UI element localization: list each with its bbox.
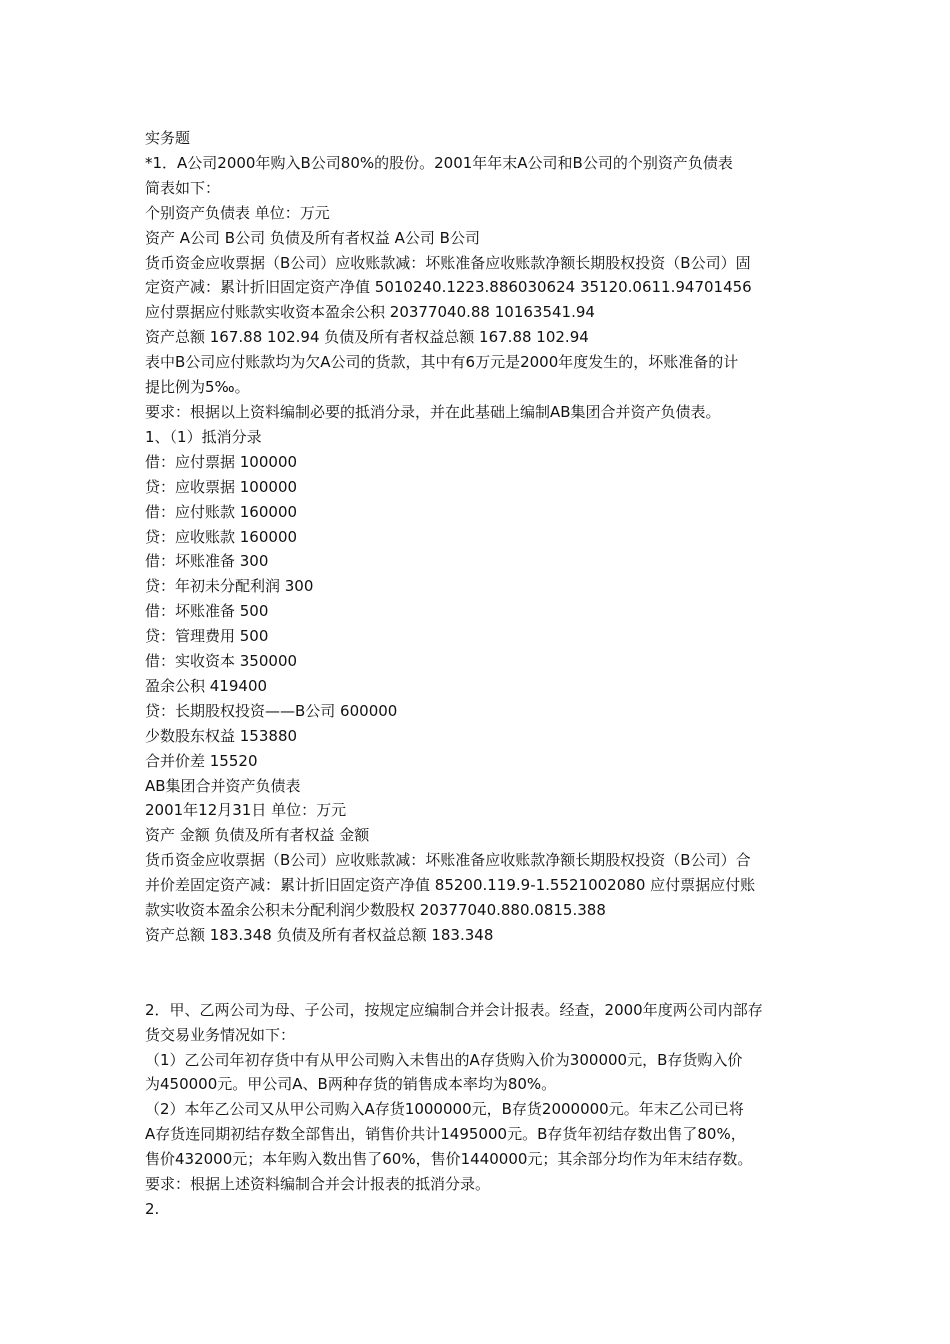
consolidated-table-title: AB集团合并资产负债表 bbox=[145, 776, 301, 795]
table-row-text: 应付票据应付账款实收资本盈余公积 20377040.88 10163541.94 bbox=[145, 303, 595, 322]
table-title: 个别资产负债表 单位：万元 bbox=[145, 203, 330, 222]
question-2-line: 2．甲、乙两公司为母、子公司，按规定应编制合并会计报表。经查，2000年度两公司内部存 bbox=[145, 1000, 763, 1019]
consolidated-row-text: 款实收资本盈余公积未分配利润少数股权 20377040.880.0815.388 bbox=[145, 901, 606, 920]
question-2-line: （1）乙公司年初存货中有从甲公司购入未售出的A存货购入价为300000元，B存货购入价 bbox=[145, 1050, 743, 1069]
table-header: 资产 A公司 B公司 负债及所有者权益 A公司 B公司 bbox=[145, 228, 480, 247]
question-2-line: 售价432000元；本年购入数出售了60%，售价1440000元；其余部分均作为年末结存数。 bbox=[145, 1150, 753, 1169]
journal-entry-line: 借：实收资本 350000 bbox=[145, 652, 298, 671]
question-1-line: *1．A公司2000年购入B公司80%的股份。2001年年末A公司和B公司的个别资产负债表 bbox=[145, 153, 733, 172]
journal-entry-line: 贷：年初未分配利润 300 bbox=[145, 577, 314, 596]
consolidated-row-text: 并价差固定资产减：累计折旧固定资产净值 85200.119.9-1.5521002080 应付票据应付账 bbox=[145, 876, 756, 895]
question-2-line: A存货连同期初结存数全部售出，销售价共计1495000元。B存货年初结存数出售了80%， bbox=[145, 1125, 746, 1144]
journal-entry-line: 贷：长期股权投资——B公司 600000 bbox=[145, 701, 398, 720]
journal-entry-line: 贷：管理费用 500 bbox=[145, 627, 269, 646]
table-row-text: 货币资金应收票据（B公司）应收账款减：坏账准备应收账款净额长期股权投资（B公司）固 bbox=[145, 253, 751, 272]
journal-entry-line: 借：坏账准备 500 bbox=[145, 602, 269, 621]
consolidated-row-text: 货币资金应收票据（B公司）应收账款减：坏账准备应收账款净额长期股权投资（B公司）合 bbox=[145, 851, 751, 870]
table-row-text: 定资产减：累计折旧固定资产净值 5010240.1223.886030624 35120.0611.94701456 bbox=[145, 278, 752, 297]
question-1-line: 简表如下： bbox=[145, 178, 221, 197]
question-2-line: （2）本年乙公司又从甲公司购入A存货1000000元，B存货2000000元。年末乙公司已将 bbox=[145, 1100, 744, 1119]
consolidated-table-date: 2001年12月31日 单位：万元 bbox=[145, 801, 347, 820]
question-1-note: 表中B公司应付账款均为欠A公司的货款，其中有6万元是2000年度发生的，坏账准备的计 bbox=[145, 353, 739, 372]
journal-entry-line: 借：应付票据 100000 bbox=[145, 452, 298, 471]
journal-entry-line: 借：坏账准备 300 bbox=[145, 552, 269, 571]
journal-entry-line: 少数股东权益 153880 bbox=[145, 726, 298, 745]
journal-entry-line: 贷：应收票据 100000 bbox=[145, 477, 298, 496]
consolidated-table-header: 资产 金额 负债及所有者权益 金额 bbox=[145, 826, 370, 845]
journal-entry-line: 盈余公积 419400 bbox=[145, 676, 268, 695]
answer-heading: 1、（1）抵消分录 bbox=[145, 427, 262, 446]
paragraph-gap bbox=[145, 948, 810, 998]
question-2-requirement: 要求：根据上述资料编制合并会计报表的抵消分录。 bbox=[145, 1175, 491, 1194]
document-body bbox=[145, 126, 810, 1222]
question-1-note: 提比例为5‰。 bbox=[145, 378, 250, 397]
question-2-line: 为450000元。甲公司A、B两种存货的销售成本率均为80%。 bbox=[145, 1075, 557, 1094]
section-title: 实务题 bbox=[145, 129, 191, 147]
journal-entry-line: 贷：应收账款 160000 bbox=[145, 527, 298, 546]
question-1-requirement: 要求：根据以上资料编制必要的抵消分录，并在此基础上编制AB集团合并资产负债表。 bbox=[145, 402, 721, 421]
question-2-line: 货交易业务情况如下： bbox=[145, 1025, 296, 1044]
table-total-row: 资产总额 167.88 102.94 负债及所有者权益总额 167.88 102.94 bbox=[145, 328, 589, 347]
answer-2-heading: 2. bbox=[145, 1199, 160, 1218]
journal-entry-line: 借：应付账款 160000 bbox=[145, 502, 298, 521]
journal-entry-line: 合并价差 15520 bbox=[145, 751, 258, 770]
consolidated-total-row: 资产总额 183.348 负债及所有者权益总额 183.348 bbox=[145, 926, 494, 944]
